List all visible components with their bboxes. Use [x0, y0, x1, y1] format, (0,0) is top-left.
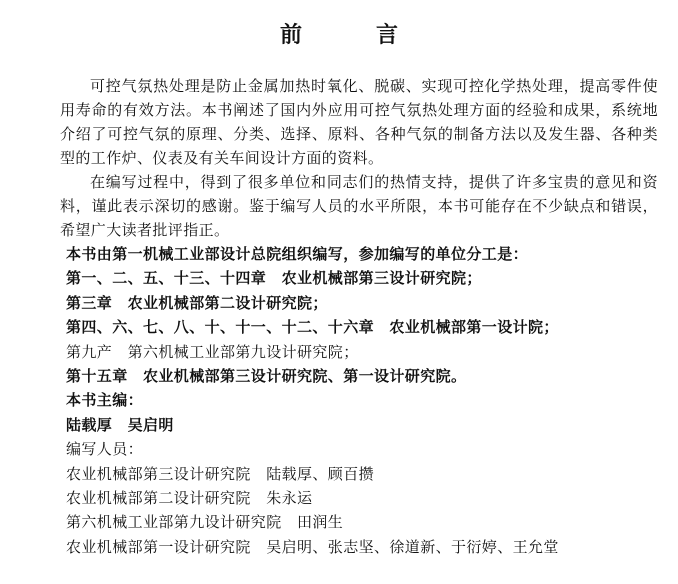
division-line: 第四、六、七、八、十、十一、十二、十六章 农业机械部第一设计院； [66, 318, 559, 337]
author-line: 农业机械部第三设计研究院 陆载厚、顾百攒 [66, 464, 375, 483]
division-line: 第九产 第六机械工业部第九设计研究院； [66, 342, 359, 361]
author-line: 农业机械部第二设计研究院 朱永运 [66, 489, 313, 508]
division-line: 第十五章 农业机械部第三设计研究院、第一设计研究院。 [66, 367, 467, 386]
page-title: 前 言 [279, 23, 424, 48]
division-line: 第一、二、五、十三、十四章 农业机械部第三设计研究院； [66, 269, 482, 288]
chief-editor-label: 本书主编： [66, 391, 144, 410]
preface-paragraph-2: 在编写过程中，得到了很多单位和同志们的热情支持，提供了许多宝贵的意见和资料，谨此表示深切的感谢。鉴于编写人员的水平所限，本书可能存在不少缺点和错误，希望广大读者批评指正。 [60, 173, 658, 239]
author-line: 农业机械部第一设计研究院 吴启明、张志坚、徐道新、于衍婷、王允堂 [66, 537, 559, 556]
authorship-list [66, 242, 666, 559]
chief-editors: 陆载厚 吴启明 [66, 415, 174, 434]
division-line: 第三章 农业机械部第二设计研究院； [66, 293, 328, 312]
organization-statement: 本书由第一机械工业部设计总院组织编写，参加编写的单位分工是： [66, 245, 529, 263]
preface-paragraph-1: 可控气氛热处理是防止金属加热时氧化、脱碳、实现可控化学热处理，提高零件使用寿命的有效方法。本书阐述了国内外应用可控气氛热处理方面的经验和成果，系统地介绍了可控气氛的原理、分类、选择、原料、各种气氛的制备方法以及发生器、各种类型的工作炉、仪表及有关车间设计方面的资料。 [60, 77, 658, 167]
author-line: 第六机械工业部第九设计研究院 田润生 [66, 513, 344, 532]
preface-body [60, 74, 658, 242]
authors-label: 编写人员： [66, 440, 144, 459]
